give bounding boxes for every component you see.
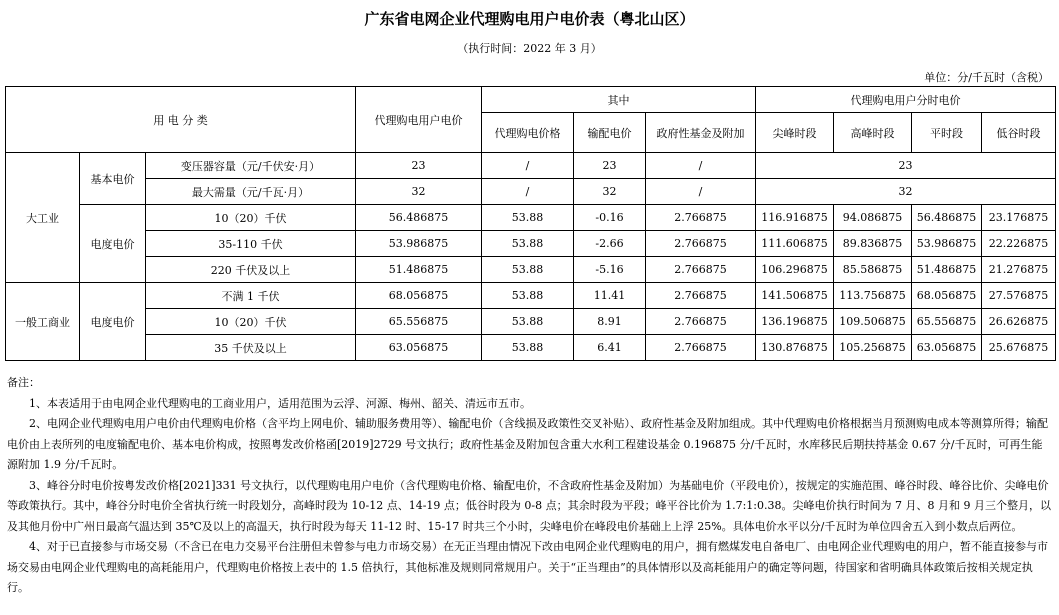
- table-row: [6, 309, 1056, 335]
- cell-agent-price: 63.056875: [356, 335, 482, 361]
- cell-transmission: -2.66: [574, 231, 646, 257]
- energy-price-label: 电度电价: [80, 283, 146, 361]
- header-transmission: 输配电价: [574, 113, 646, 153]
- cell-transmission: 6.41: [574, 335, 646, 361]
- cell-agent-price: 51.486875: [356, 257, 482, 283]
- table-row: [6, 257, 1056, 283]
- header-valley: 低谷时段: [982, 113, 1056, 153]
- cell-sharp-peak: 116.916875: [756, 205, 834, 231]
- note-item: 1、本表适用于由电网企业代理购电的工商业用户，适用范围为云浮、河源、梅州、韶关、清远市五市。: [29, 396, 531, 410]
- cell-transmission: 23: [574, 153, 646, 179]
- table-row: [6, 231, 1056, 257]
- basic-price-label: 基本电价: [80, 153, 146, 205]
- header-time-of-use: 代理购电用户分时电价: [756, 87, 1056, 113]
- row-name: 不满 1 千伏: [146, 283, 356, 309]
- cell-gov-fund: 2.766875: [646, 335, 756, 361]
- cell-sharp-peak: 130.876875: [756, 335, 834, 361]
- table-row: [6, 179, 1056, 205]
- header-flat: 平时段: [912, 113, 982, 153]
- tariff-table: [5, 86, 1056, 361]
- cell-transmission: -0.16: [574, 205, 646, 231]
- notes-heading: 备注：: [7, 376, 40, 389]
- energy-price-label: 电度电价: [80, 205, 146, 283]
- row-name: 35-110 千伏: [146, 231, 356, 257]
- cell-valley: 25.676875: [982, 335, 1056, 361]
- header-peak: 高峰时段: [834, 113, 912, 153]
- cell-valley: 22.226875: [982, 231, 1056, 257]
- cell-sharp-peak: 136.196875: [756, 309, 834, 335]
- row-name: 最大需量（元/千瓦·月）: [146, 179, 356, 205]
- cell-purchase-price: 53.88: [482, 205, 574, 231]
- cell-purchase-price: 53.88: [482, 283, 574, 309]
- cell-agent-price: 32: [356, 179, 482, 205]
- cell-peak: 94.086875: [834, 205, 912, 231]
- note-item: 3、峰谷分时电价按粤发改价格[2021]331 号文执行，以代理购电用户电价（含代理购电价格、输配电价，不含政府性基金及附加）为基础电价（平段电价），按规定的实施范围、峰谷时段、峰谷比价、尖峰电价等政策执行。其中，峰谷分时电价全省执行统一时段划分，高峰时段为 10-12 点、14-19 点；低谷时段为 0-8 点；其余时段为平段；峰平谷比价为 1.7:1:0.38。尖峰电价执行时间为 7 月、8 月和 9 月三个整月，以及其他月份中广州日最高气温达到 35℃及以上的高温天，执行时段为每天 11-12 时、15-17 时共三个小时，尖峰电价在峰段电价基础上上浮 25%。具体电价水平以分/千瓦时为单位四舍五入到小数点后两位。: [7, 478, 1051, 533]
- cell-purchase-price: 53.88: [482, 309, 574, 335]
- cell-transmission: 8.91: [574, 309, 646, 335]
- cell-transmission: 32: [574, 179, 646, 205]
- cell-gov-fund: 2.766875: [646, 231, 756, 257]
- cell-flat: 53.986875: [912, 231, 982, 257]
- cell-valley: 27.576875: [982, 283, 1056, 309]
- cell-purchase-price: /: [482, 153, 574, 179]
- cell-valley: 21.276875: [982, 257, 1056, 283]
- cell-agent-price: 56.486875: [356, 205, 482, 231]
- cell-peak: 89.836875: [834, 231, 912, 257]
- cell-gov-fund: 2.766875: [646, 309, 756, 335]
- cell-sharp-peak: 111.606875: [756, 231, 834, 257]
- cell-purchase-price: /: [482, 179, 574, 205]
- cell-gov-fund: /: [646, 153, 756, 179]
- table-row: [6, 205, 1056, 231]
- cell-gov-fund: 2.766875: [646, 205, 756, 231]
- notes-section: [7, 373, 1052, 599]
- header-category: 用 电 分 类: [6, 87, 356, 153]
- cell-transmission: 11.41: [574, 283, 646, 309]
- cell-purchase-price: 53.88: [482, 335, 574, 361]
- cell-gov-fund: 2.766875: [646, 257, 756, 283]
- cell-purchase-price: 53.88: [482, 231, 574, 257]
- table-row: [6, 335, 1056, 361]
- cell-flat: 63.056875: [912, 335, 982, 361]
- note-item: 2、电网企业代理购电用户电价由代理购电价格（含平均上网电价、辅助服务费用等）、输配电价（含线损及政策性交叉补贴）、政府性基金及附加组成。其中代理购电价格根据当月预测购电成本等测算所得；输配电价由上表所列的电度输配电价、基本电价构成，按照粤发改价格函[2019]2729 号文执行；政府性基金及附加包含重大水利工程建设基金 0.196875 分/千瓦时，水库移民后期扶持基金 0.67 分/千瓦时，可再生能源附加 1.9 分/千瓦时。: [7, 417, 1048, 471]
- cell-transmission: -5.16: [574, 257, 646, 283]
- table-row: [6, 283, 1056, 309]
- table-row: [6, 153, 1056, 179]
- cell-flat: 65.556875: [912, 309, 982, 335]
- cell-agent-price: 53.986875: [356, 231, 482, 257]
- cell-peak: 113.756875: [834, 283, 912, 309]
- row-name: 220 千伏及以上: [146, 257, 356, 283]
- effective-date: （执行时间：2022 年 3 月）: [457, 42, 602, 55]
- cell-time-of-use: 32: [756, 179, 1056, 205]
- cell-flat: 51.486875: [912, 257, 982, 283]
- cell-flat: 68.056875: [912, 283, 982, 309]
- page-title: 广东省电网企业代理购电用户电价表（粤北山区）: [364, 10, 695, 28]
- cell-time-of-use: 23: [756, 153, 1056, 179]
- general-commercial-label: 一般工商业: [6, 283, 80, 361]
- cell-peak: 109.506875: [834, 309, 912, 335]
- cell-agent-price: 23: [356, 153, 482, 179]
- header-sharp-peak: 尖峰时段: [756, 113, 834, 153]
- cell-sharp-peak: 141.506875: [756, 283, 834, 309]
- cell-sharp-peak: 106.296875: [756, 257, 834, 283]
- large-industry-label: 大工业: [6, 153, 80, 283]
- cell-gov-fund: 2.766875: [646, 283, 756, 309]
- header-agent-price: 代理购电用户电价: [356, 87, 482, 153]
- cell-agent-price: 68.056875: [356, 283, 482, 309]
- cell-flat: 56.486875: [912, 205, 982, 231]
- row-name: 10（20）千伏: [146, 205, 356, 231]
- unit-label: 单位：分/千瓦时（含税）: [924, 71, 1049, 84]
- header-gov-fund: 政府性基金及附加: [646, 113, 756, 153]
- row-name: 10（20）千伏: [146, 309, 356, 335]
- cell-peak: 105.256875: [834, 335, 912, 361]
- note-item: 4、对于已直接参与市场交易（不含已在电力交易平台注册但未曾参与电力市场交易）在无正当理由情况下改由电网企业代理购电的用户，拥有燃煤发电自备电厂、由电网企业代理购电的用户，暂不能直接参与市场交易由电网企业代理购电的高耗能用户，代理购电价格按上表中的 1.5 倍执行，其他标准及规则同常规用户。关于“正当理由”的具体情形以及高耗能用户的确定等问题，待国家和省明确具体政策后按相关规定执行。: [7, 540, 1048, 594]
- cell-gov-fund: /: [646, 179, 756, 205]
- row-name: 35 千伏及以上: [146, 335, 356, 361]
- row-name: 变压器容量（元/千伏安·月）: [146, 153, 356, 179]
- cell-purchase-price: 53.88: [482, 257, 574, 283]
- cell-peak: 85.586875: [834, 257, 912, 283]
- cell-valley: 26.626875: [982, 309, 1056, 335]
- cell-valley: 23.176875: [982, 205, 1056, 231]
- header-agent-purchase-price: 代理购电价格: [482, 113, 574, 153]
- cell-agent-price: 65.556875: [356, 309, 482, 335]
- header-among: 其中: [482, 87, 756, 113]
